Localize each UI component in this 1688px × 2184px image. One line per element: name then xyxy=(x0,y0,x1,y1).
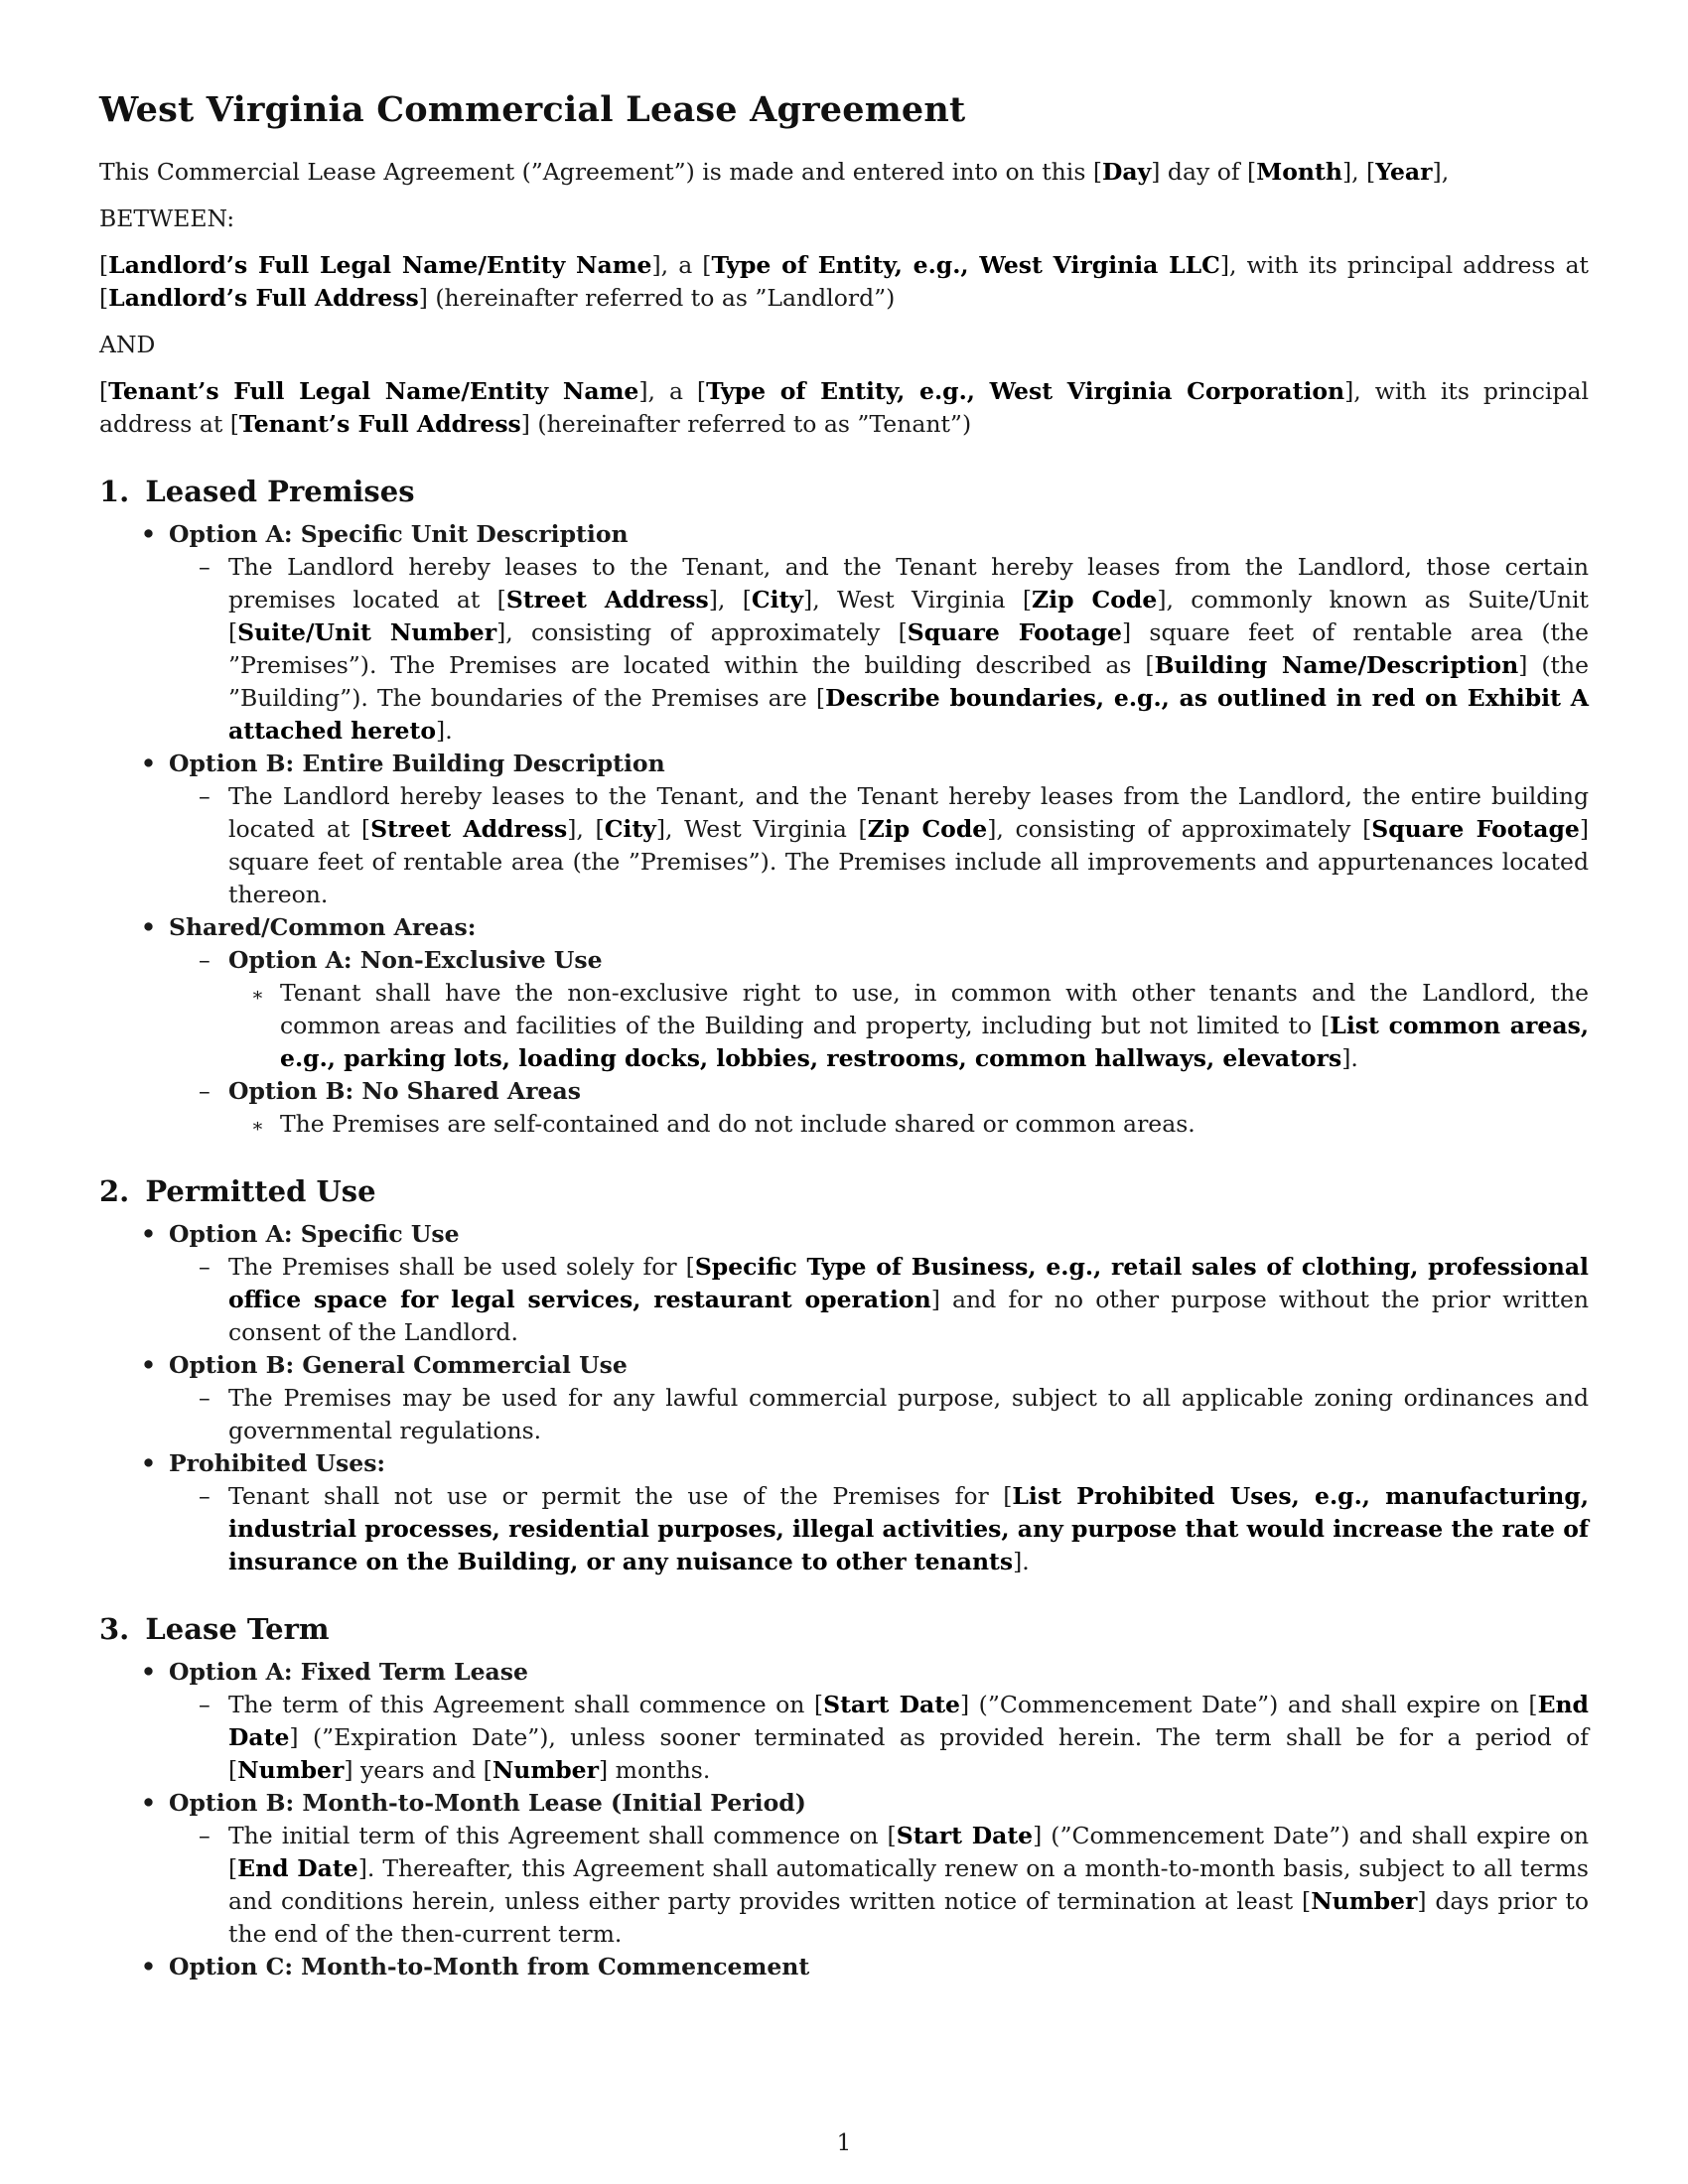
list-item: ∗ Tenant shall have the non-exclusive right to use, in common with other tenants and the Landlord, the common areas and facilities of the Building and property, including but not limited to [List common areas, e.g., parking lots, loading docks, lobbies, restrooms, common hallways, elevators]. xyxy=(251,979,1589,1072)
document-title: West Virginia Commercial Lease Agreement xyxy=(99,89,966,130)
landlord-paragraph: [Landlord’s Full Legal Name/Entity Name], a [Type of Entity, e.g., West Virginia LLC], with its principal address at [Landlord’s Full Address] (hereinafter referred to as ”Landlord”) xyxy=(99,251,1589,312)
bullet-icon: • xyxy=(141,750,157,777)
year-placeholder: Year xyxy=(1375,158,1433,186)
list-item: • Option A: Fixed Term Lease xyxy=(99,1656,1589,1689)
section-heading-leased-premises: 1. Leased Premises xyxy=(99,475,415,508)
landlord-entity-placeholder: Type of Entity, e.g., West Virginia LLC xyxy=(711,251,1220,279)
dash-icon: – xyxy=(199,1077,211,1105)
bullet-icon: • xyxy=(141,1351,157,1379)
bullet-icon: • xyxy=(141,1449,157,1477)
list-item: • Shared/Common Areas: xyxy=(99,911,1589,944)
dash-icon: – xyxy=(199,946,211,974)
between-label: BETWEEN: xyxy=(99,205,235,232)
list-item: – The Landlord hereby leases to the Tenant, and the Tenant hereby leases from the Landlord, those certain premises located at [Street Address], [City], West Virginia [Zip Code], commonly known as Suite/Unit [Suite/Unit Number], consisting of approximately [Square Footage] square feet of rentable area (the ”Premises”). The Premises are located within the building described as [Building Name/Description] (the ”Building”). The boundaries of the Premises are [Describe boundaries, e.g., as outlined in red on Exhibit A attached hereto]. xyxy=(199,553,1590,745)
dash-icon: – xyxy=(199,782,211,810)
bullet-icon: • xyxy=(141,1789,157,1817)
asterisk-icon: ∗ xyxy=(251,984,264,1006)
landlord-name-placeholder: Landlord’s Full Legal Name/Entity Name xyxy=(108,251,652,279)
and-label: AND xyxy=(99,331,156,358)
tenant-name-placeholder: Tenant’s Full Legal Name/Entity Name xyxy=(108,377,639,405)
list-item: • Option B: Entire Building Description xyxy=(99,748,1589,780)
list-item: – The Premises may be used for any lawful commercial purpose, subject to all applicable zoning ordinances and governmental regulations. xyxy=(199,1384,1589,1444)
tenant-entity-placeholder: Type of Entity, e.g., West Virginia Corporation xyxy=(706,377,1345,405)
list-item: – The initial term of this Agreement shall commence on [Start Date] (”Commencement Date”) and shall expire on [End Date]. Thereafter, this Agreement shall automatically renew on a month-to-month basis, subject to all terms and conditions herein, unless either party provides written notice of termination at least [Number] days prior to the end of the then-current term. xyxy=(199,1822,1590,1948)
list-item: • Option B: General Commercial Use xyxy=(99,1349,1589,1382)
bullet-icon: • xyxy=(141,913,157,941)
intro-paragraph: This Commercial Lease Agreement (”Agreement”) is made and entered into on this [Day] day of [Month], [Year], xyxy=(99,158,1450,186)
list-item: • Option C: Month-to-Month from Commencement xyxy=(99,1951,1589,1983)
landlord-address-placeholder: Landlord’s Full Address xyxy=(108,284,419,312)
list-item: • Option A: Specific Use xyxy=(99,1218,1589,1251)
month-placeholder: Month xyxy=(1256,158,1342,186)
list-item: – The Premises shall be used solely for [Specific Type of Business, e.g., retail sales of clothing, professional office space for legal services, restaurant operation] and for no other purpose without the prior written consent of the Landlord. xyxy=(199,1253,1589,1346)
section-heading-lease-term: 3. Lease Term xyxy=(99,1612,330,1646)
bullet-icon: • xyxy=(141,1220,157,1248)
dash-icon: – xyxy=(199,1691,211,1718)
list-item: • Option A: Specific Unit Description xyxy=(99,518,1589,551)
tenant-address-placeholder: Tenant’s Full Address xyxy=(238,410,521,438)
dash-icon: – xyxy=(199,1822,211,1849)
dash-icon: – xyxy=(199,1482,211,1510)
asterisk-icon: ∗ xyxy=(251,1115,264,1137)
list-item: – Tenant shall not use or permit the use of the Premises for [List Prohibited Uses, e.g., manufacturing, industrial processes, residential purposes, illegal activities, any purpose that would increase the rate of insurance on the Building, or any nuisance to other tenants]. xyxy=(199,1482,1590,1575)
bullet-icon: • xyxy=(141,1658,157,1686)
list-item: – The term of this Agreement shall commence on [Start Date] (”Commencement Date”) and shall expire on [End Date] (”Expiration Date”), unless sooner terminated as provided herein. The term shall be for a period of [Number] years and [Number] months. xyxy=(199,1691,1589,1784)
page-number: 1 xyxy=(836,2130,852,2156)
section-1-list xyxy=(99,518,1589,1141)
day-placeholder: Day xyxy=(1102,158,1152,186)
list-item: – The Landlord hereby leases to the Tenant, and the Tenant hereby leases from the Landlord, the entire building located at [Street Address], [City], West Virginia [Zip Code], consisting of approximately [Square Footage] square feet of rentable area (the ”Premises”). The Premises include all improvements and appurtenances located thereon. xyxy=(199,782,1590,908)
dash-icon: – xyxy=(199,553,211,581)
bullet-icon: • xyxy=(141,1953,157,1980)
list-item: • Option B: Month-to-Month Lease (Initial Period) xyxy=(99,1787,1589,1820)
list-item: ∗ The Premises are self-contained and do not include shared or common areas. xyxy=(99,1108,1589,1141)
dash-icon: – xyxy=(199,1384,211,1412)
list-item: – Option B: No Shared Areas xyxy=(99,1075,1589,1108)
document-page xyxy=(99,79,1589,2144)
dash-icon: – xyxy=(199,1253,211,1281)
section-2-list xyxy=(99,1218,1589,1578)
section-3-list xyxy=(99,1656,1589,1983)
list-item: • Prohibited Uses: xyxy=(99,1447,1589,1480)
list-item: – Option A: Non-Exclusive Use xyxy=(99,944,1589,977)
tenant-paragraph: [Tenant’s Full Legal Name/Entity Name], a [Type of Entity, e.g., West Virginia Corporation], with its principal address at [Tenant’s Full Address] (hereinafter referred to as ”Tenant”) xyxy=(99,377,1590,438)
section-heading-permitted-use: 2. Permitted Use xyxy=(99,1174,376,1208)
bullet-icon: • xyxy=(141,520,157,548)
